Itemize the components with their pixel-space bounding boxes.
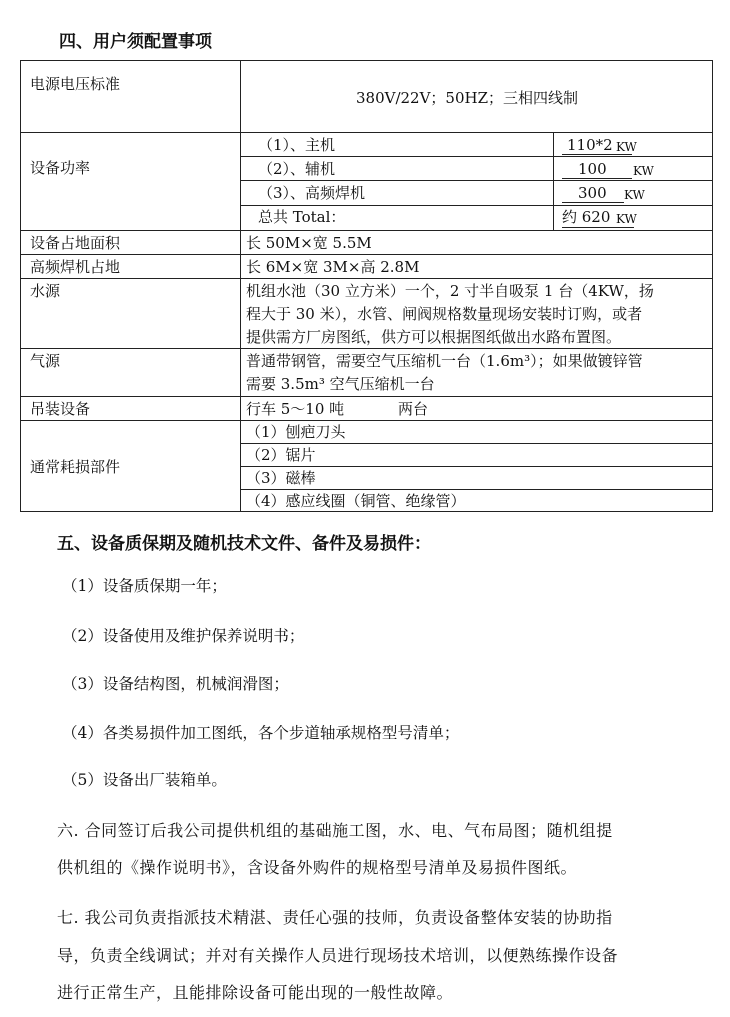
power-item-unit: KW bbox=[633, 164, 654, 178]
section5-item: （2）设备使用及维护保养说明书； bbox=[62, 627, 305, 645]
gas-line: 普通带钢管，需要空气压缩机一台（1.6m³）；如果做镀锌管 bbox=[246, 352, 643, 370]
power-item-value: 300 bbox=[578, 184, 607, 202]
section5-item: （1）设备质保期一年； bbox=[62, 577, 227, 595]
consumables-item: （3）磁棒 bbox=[246, 469, 316, 487]
consumables-item: （2）锯片 bbox=[246, 446, 316, 464]
power-item-unit: KW bbox=[616, 140, 637, 154]
power-total-name: 总共 Total： bbox=[258, 208, 346, 226]
power-item-name: （3）、高频焊机 bbox=[258, 184, 366, 202]
voltage-label: 电源电压标准 bbox=[30, 75, 121, 93]
power-item-name: （2）、辅机 bbox=[258, 160, 336, 178]
power-total-unit: KW bbox=[616, 212, 637, 226]
lifting-value: 行车 5～10 吨 bbox=[246, 400, 345, 418]
power-item-value: 100 bbox=[578, 160, 607, 178]
water-line: 程大于 30 米），水管、闸阀规格数量现场安装时订购，或者 bbox=[246, 305, 643, 323]
section6-line: 供机组的《操作说明书》，含设备外购件的规格型号清单及易损件图纸。 bbox=[57, 858, 578, 877]
water-line: 机组水池（30 立方米）一个，2 寸半自吸泵 1 台（4KW，扬 bbox=[246, 282, 654, 300]
floor-area-value: 长 50M×宽 5.5M bbox=[246, 234, 372, 252]
power-label: 设备功率 bbox=[30, 159, 91, 177]
water-line: 提供需方厂房图纸，供方可以根据图纸做出水路布置图。 bbox=[246, 328, 622, 346]
power-item-unit: KW bbox=[624, 188, 645, 202]
consumables-label: 通常耗损部件 bbox=[30, 458, 121, 476]
gas-label: 气源 bbox=[30, 352, 61, 370]
water-label: 水源 bbox=[30, 282, 61, 300]
section5-item: （5）设备出厂装箱单。 bbox=[62, 771, 227, 789]
floor-area-label: 设备占地面积 bbox=[30, 234, 121, 252]
section5-item: （3）设备结构图，机械润滑图； bbox=[62, 675, 289, 693]
power-total-value: 约 620 bbox=[562, 208, 611, 226]
section7-line: 进行正常生产，且能排除设备可能出现的一般性故障。 bbox=[57, 983, 454, 1002]
lifting-count: 两台 bbox=[398, 400, 429, 418]
section6-line: 六. 合同签订后我公司提供机组的基础施工图，水、电、气布局图；随机组提 bbox=[57, 821, 613, 840]
power-item-name: （1）、主机 bbox=[258, 136, 336, 154]
welder-area-value: 长 6M×宽 3M×高 2.8M bbox=[246, 258, 420, 276]
consumables-item: （4）感应线圈（铜管、绝缘管） bbox=[246, 492, 466, 510]
lifting-label: 吊装设备 bbox=[30, 400, 91, 418]
voltage-value: 380V/22V；50HZ；三相四线制 bbox=[356, 89, 579, 107]
consumables-item: （1）刨疤刀头 bbox=[246, 423, 346, 441]
section4-title: 四、用户须配置事项 bbox=[59, 32, 212, 52]
gas-line: 需要 3.5m³ 空气压缩机一台 bbox=[246, 375, 435, 393]
section7-line: 七. 我公司负责指派技术精湛、责任心强的技师，负责设备整体安装的协助指 bbox=[57, 908, 613, 927]
power-item-value: 110*2 bbox=[567, 136, 613, 154]
section7-line: 导，负责全线调试；并对有关操作人员进行现场技术培训，以便熟练操作设备 bbox=[57, 946, 619, 965]
section5-item: （4）各类易损件加工图纸，各个步道轴承规格型号清单； bbox=[62, 724, 460, 742]
section5-title: 五、设备质保期及随机技术文件、备件及易损件： bbox=[57, 534, 431, 554]
welder-area-label: 高频焊机占地 bbox=[30, 258, 121, 276]
